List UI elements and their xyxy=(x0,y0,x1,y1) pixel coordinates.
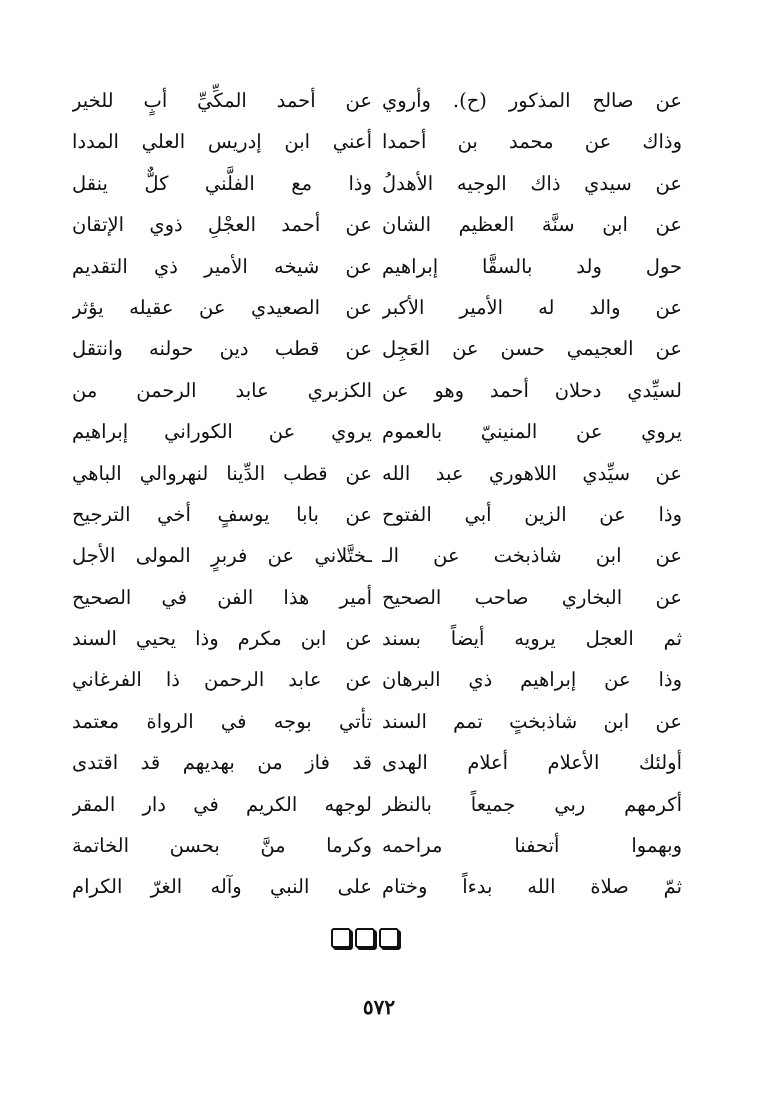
right-verse-line: أولئك الأعلام أعلام الهدى xyxy=(382,751,682,775)
poem-column-left xyxy=(72,80,372,908)
right-verse-line: عن البخاري صاحب الصحيح xyxy=(382,585,682,609)
right-verse-line: عن صالح المذكور (ح). وأروي xyxy=(382,89,682,112)
left-verse-line: تأتي بوجه في الرواة معتمد xyxy=(72,709,372,733)
right-verse-line: حول ولد بالسقَّا إبراهيم xyxy=(382,254,682,278)
left-verse-line: وكرما منَّ بحسن الخاتمة xyxy=(72,834,372,858)
section-end-marks xyxy=(331,928,409,948)
left-verse-line: عن أحمد العجْلِ ذوي الإتقان xyxy=(72,213,372,237)
poem-column-right xyxy=(382,80,682,908)
page-number: ٥٧٢ xyxy=(362,995,396,1019)
right-verse-line: عن سيِّدي اللاهوري عبد الله xyxy=(382,461,682,485)
right-verse-line: وذا عن الزين أبي الفتوح xyxy=(382,502,682,526)
right-verse-line: أكرمهم ربي جميعاً بالنظر xyxy=(382,792,682,816)
right-verse-line: عن والد له الأمير الأكبر xyxy=(382,295,682,319)
left-verse-line: عن ابن مكرم وذا يحيي السند xyxy=(72,627,372,651)
left-verse-line: وذا مع الفلَّني كلٌّ ينقل xyxy=(72,171,372,195)
right-verse-line: وبهموا أتحفنا مراحمه xyxy=(382,834,682,858)
right-verse-line: ثم العجل يرويه أيضاً بسند xyxy=(382,627,682,651)
end-mark-box-icon xyxy=(379,928,399,948)
left-verse-line: الكزبري عابد الرحمن من xyxy=(72,378,372,402)
left-verse-line: عن شيخه الأمير ذي التقديم xyxy=(72,254,372,278)
right-verse-line: وذاك عن محمد بن أحمدا xyxy=(382,130,682,154)
right-verse-line: عن العجيمي حسن عن العَجِل xyxy=(382,337,682,361)
left-verse-line: ـختَّلاني عن فربرٍ المولى الأجل xyxy=(72,544,372,568)
right-verse-line: عن سيدي ذاك الوجيه الأهدلُ xyxy=(382,171,682,195)
end-mark-box-icon xyxy=(331,928,351,948)
right-verse-line: لسيِّدي دحلان أحمد وهو عن xyxy=(382,378,682,402)
right-verse-line: ثمّ صلاة الله بدءاً وختام xyxy=(382,875,682,899)
left-verse-line: عن قطب الدِّينا لنهروالي الباهي xyxy=(72,461,372,485)
right-verse-line: عن ابن سنَّة العظيم الشان xyxy=(382,213,682,237)
right-verse-line: عن ابن شاذبخت عن الـ xyxy=(382,544,682,568)
left-verse-line: عن بابا يوسفٍ أخي الترجيح xyxy=(72,502,372,526)
left-verse-line: عن عابد الرحمن ذا الفرغاني xyxy=(72,668,372,692)
left-verse-line: أعني ابن إدريس العلي المددا xyxy=(72,130,372,154)
end-mark-box-icon xyxy=(355,928,375,948)
left-verse-line: لوجهه الكريم في دار المقر xyxy=(72,792,372,816)
right-verse-line: عن ابن شاذبختٍ تمم السند xyxy=(382,709,682,733)
left-verse-line: على النبي وآله الغرّ الكرام xyxy=(72,875,372,899)
left-verse-line: قد فاز من بهديهم قد اقتدى xyxy=(72,751,372,775)
left-verse-line: عن أحمد المكِّيِّ أبٍ للخير xyxy=(72,89,372,112)
right-verse-line: يروي عن المنينيّ بالعموم xyxy=(382,420,682,444)
left-verse-line: عن الصعيدي عن عقيله يؤثر xyxy=(72,295,372,319)
right-verse-line: وذا عن إبراهيم ذي البرهان xyxy=(382,668,682,692)
left-verse-line: يروي عن الكوراني إبراهيم xyxy=(72,420,372,444)
left-verse-line: عن قطب دين حولنه وانتقل xyxy=(72,337,372,361)
left-verse-line: أمير هذا الفن في الصحيح xyxy=(72,585,372,609)
